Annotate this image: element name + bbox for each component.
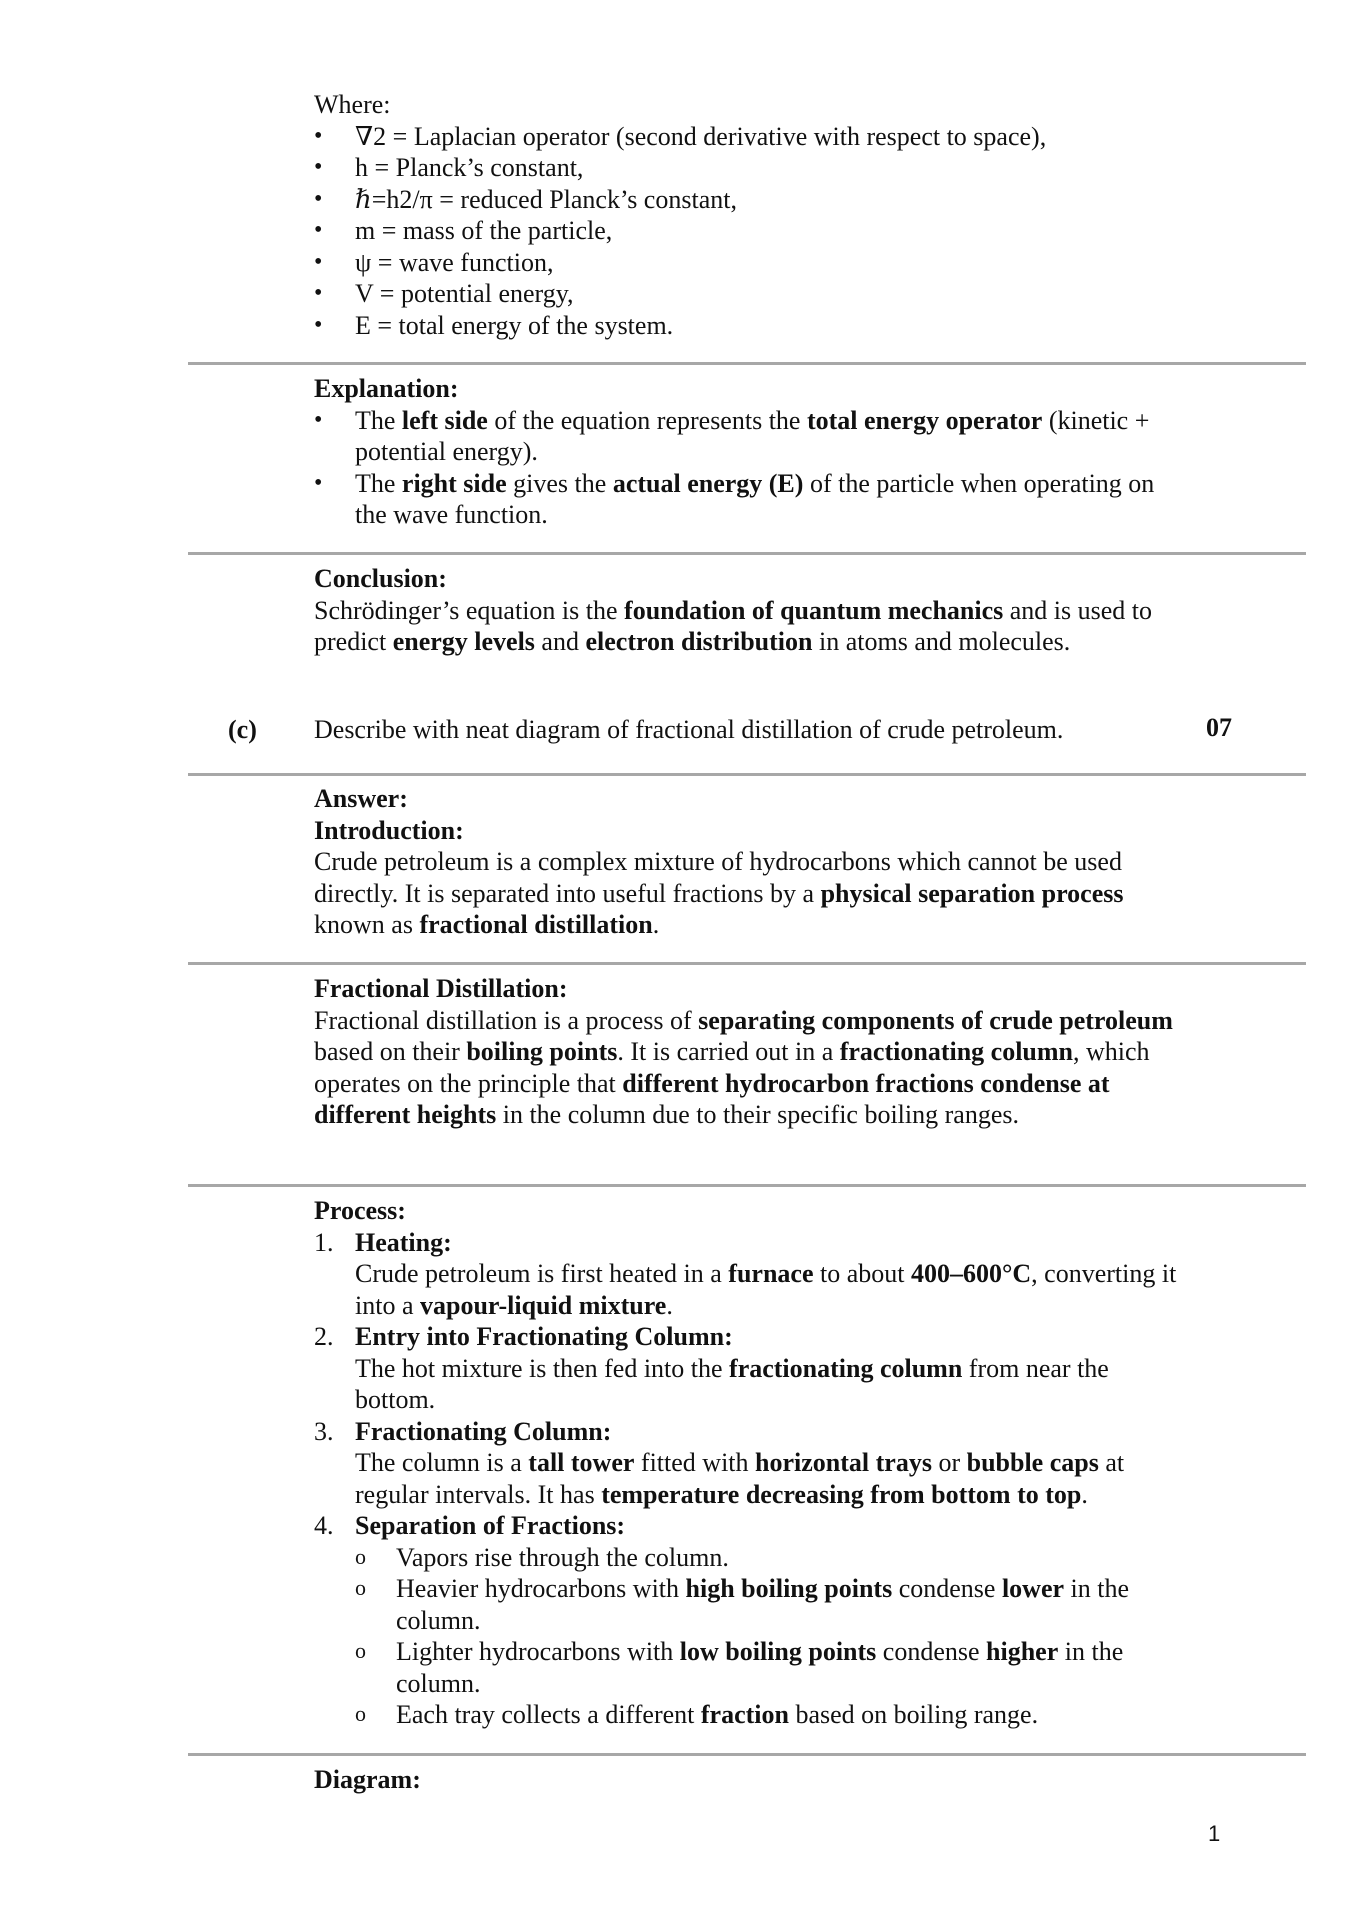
step-title: Fractionating Column:	[355, 1416, 612, 1446]
list-item: • ψ = wave function,	[314, 247, 1184, 279]
list-item: o Lighter hydrocarbons with low boiling points condense higher in the column.	[355, 1636, 1184, 1699]
explanation-list	[314, 405, 1184, 531]
process-steps	[314, 1227, 1184, 1542]
step-text: The hot mixture is then fed into the fractionating column from near the bottom.	[355, 1353, 1109, 1414]
section-divider	[188, 773, 1306, 776]
step-text: Crude petroleum is first heated in a furnace to about 400–600°C, converting it into a vapour-liquid mixture.	[355, 1259, 1177, 1320]
introduction-text: Crude petroleum is a complex mixture of hydrocarbons which cannot be used directly. It is separated into useful fractions by a physical separation process known as fractional distillation.	[314, 847, 1124, 939]
list-item: o Each tray collects a different fraction based on boiling range.	[355, 1699, 1184, 1731]
section-divider	[188, 962, 1306, 965]
where-list	[314, 121, 1184, 342]
fractional-distillation-heading: Fractional Distillation:	[314, 974, 568, 1003]
section-divider	[188, 362, 1306, 365]
list-item: • ∇2 = Laplacian operator (second derivative with respect to space),	[314, 121, 1184, 153]
list-item: • ℏ=h2/π = reduced Planck’s constant,	[314, 184, 1184, 216]
where-section	[314, 89, 1184, 341]
process-heading: Process:	[314, 1196, 406, 1225]
fractional-distillation-text: Fractional distillation is a process of separating components of crude petroleum based on their boiling points. It is carried out in a fractionating column, which operates on the principle that different hydrocarbon fractions condense at different heights in the column due to their specific boiling ranges.	[314, 1005, 1173, 1129]
answer-heading: Answer:	[314, 784, 408, 813]
process-step	[314, 1227, 1184, 1322]
section-divider	[188, 552, 1306, 555]
conclusion-section	[314, 563, 1184, 658]
process-section	[314, 1195, 1184, 1731]
explanation-heading: Explanation:	[314, 374, 459, 403]
step-number: 1.	[314, 1227, 334, 1257]
process-step	[314, 1321, 1184, 1416]
separation-sub-list	[314, 1542, 1184, 1731]
list-item: • h = Planck’s constant,	[314, 152, 1184, 184]
section-divider	[188, 1184, 1306, 1187]
page-number: 1	[1208, 1821, 1221, 1846]
explanation-section	[314, 373, 1184, 531]
introduction-heading: Introduction:	[314, 815, 464, 845]
diagram-heading: Diagram:	[314, 1765, 421, 1794]
question-text: Describe with neat diagram of fractional distillation of crude petroleum.	[314, 715, 1064, 744]
list-item: • V = potential energy,	[314, 278, 1184, 310]
conclusion-heading: Conclusion:	[314, 564, 447, 593]
diagram-section	[314, 1764, 1184, 1796]
question-label: (c)	[228, 715, 257, 744]
fractional-distillation-section	[314, 973, 1184, 1131]
conclusion-text: Schrödinger’s equation is the foundation of quantum mechanics and is used to predict energy levels and electron distribution in atoms and molecules.	[314, 595, 1153, 656]
step-number: 2.	[314, 1322, 334, 1351]
list-item: • m = mass of the particle,	[314, 215, 1184, 247]
where-heading: Where:	[314, 90, 391, 119]
answer-section	[314, 783, 1184, 941]
question-marks: 07	[1206, 713, 1232, 742]
list-item: o Heavier hydrocarbons with high boiling points condense lower in the column.	[355, 1573, 1184, 1636]
step-title: Separation of Fractions:	[355, 1511, 626, 1540]
list-item: • The right side gives the actual energy (E) of the particle when operating on the wave function.	[314, 468, 1184, 531]
step-number: 3.	[314, 1416, 334, 1446]
list-item: • The left side of the equation represents the total energy operator (kinetic + potential energy).	[314, 405, 1184, 468]
step-title: Entry into Fractionating Column:	[355, 1322, 733, 1351]
list-item: o Vapors rise through the column.	[355, 1542, 1184, 1574]
list-item: • E = total energy of the system.	[314, 310, 1184, 342]
step-number: 4.	[314, 1511, 334, 1540]
step-text: The column is a tall tower fitted with horizontal trays or bubble caps at regular intervals. It has temperature decreasing from bottom to top.	[355, 1448, 1125, 1509]
section-divider	[188, 1753, 1306, 1756]
process-step	[314, 1510, 1184, 1542]
step-title: Heating:	[355, 1227, 452, 1257]
process-step	[314, 1416, 1184, 1511]
